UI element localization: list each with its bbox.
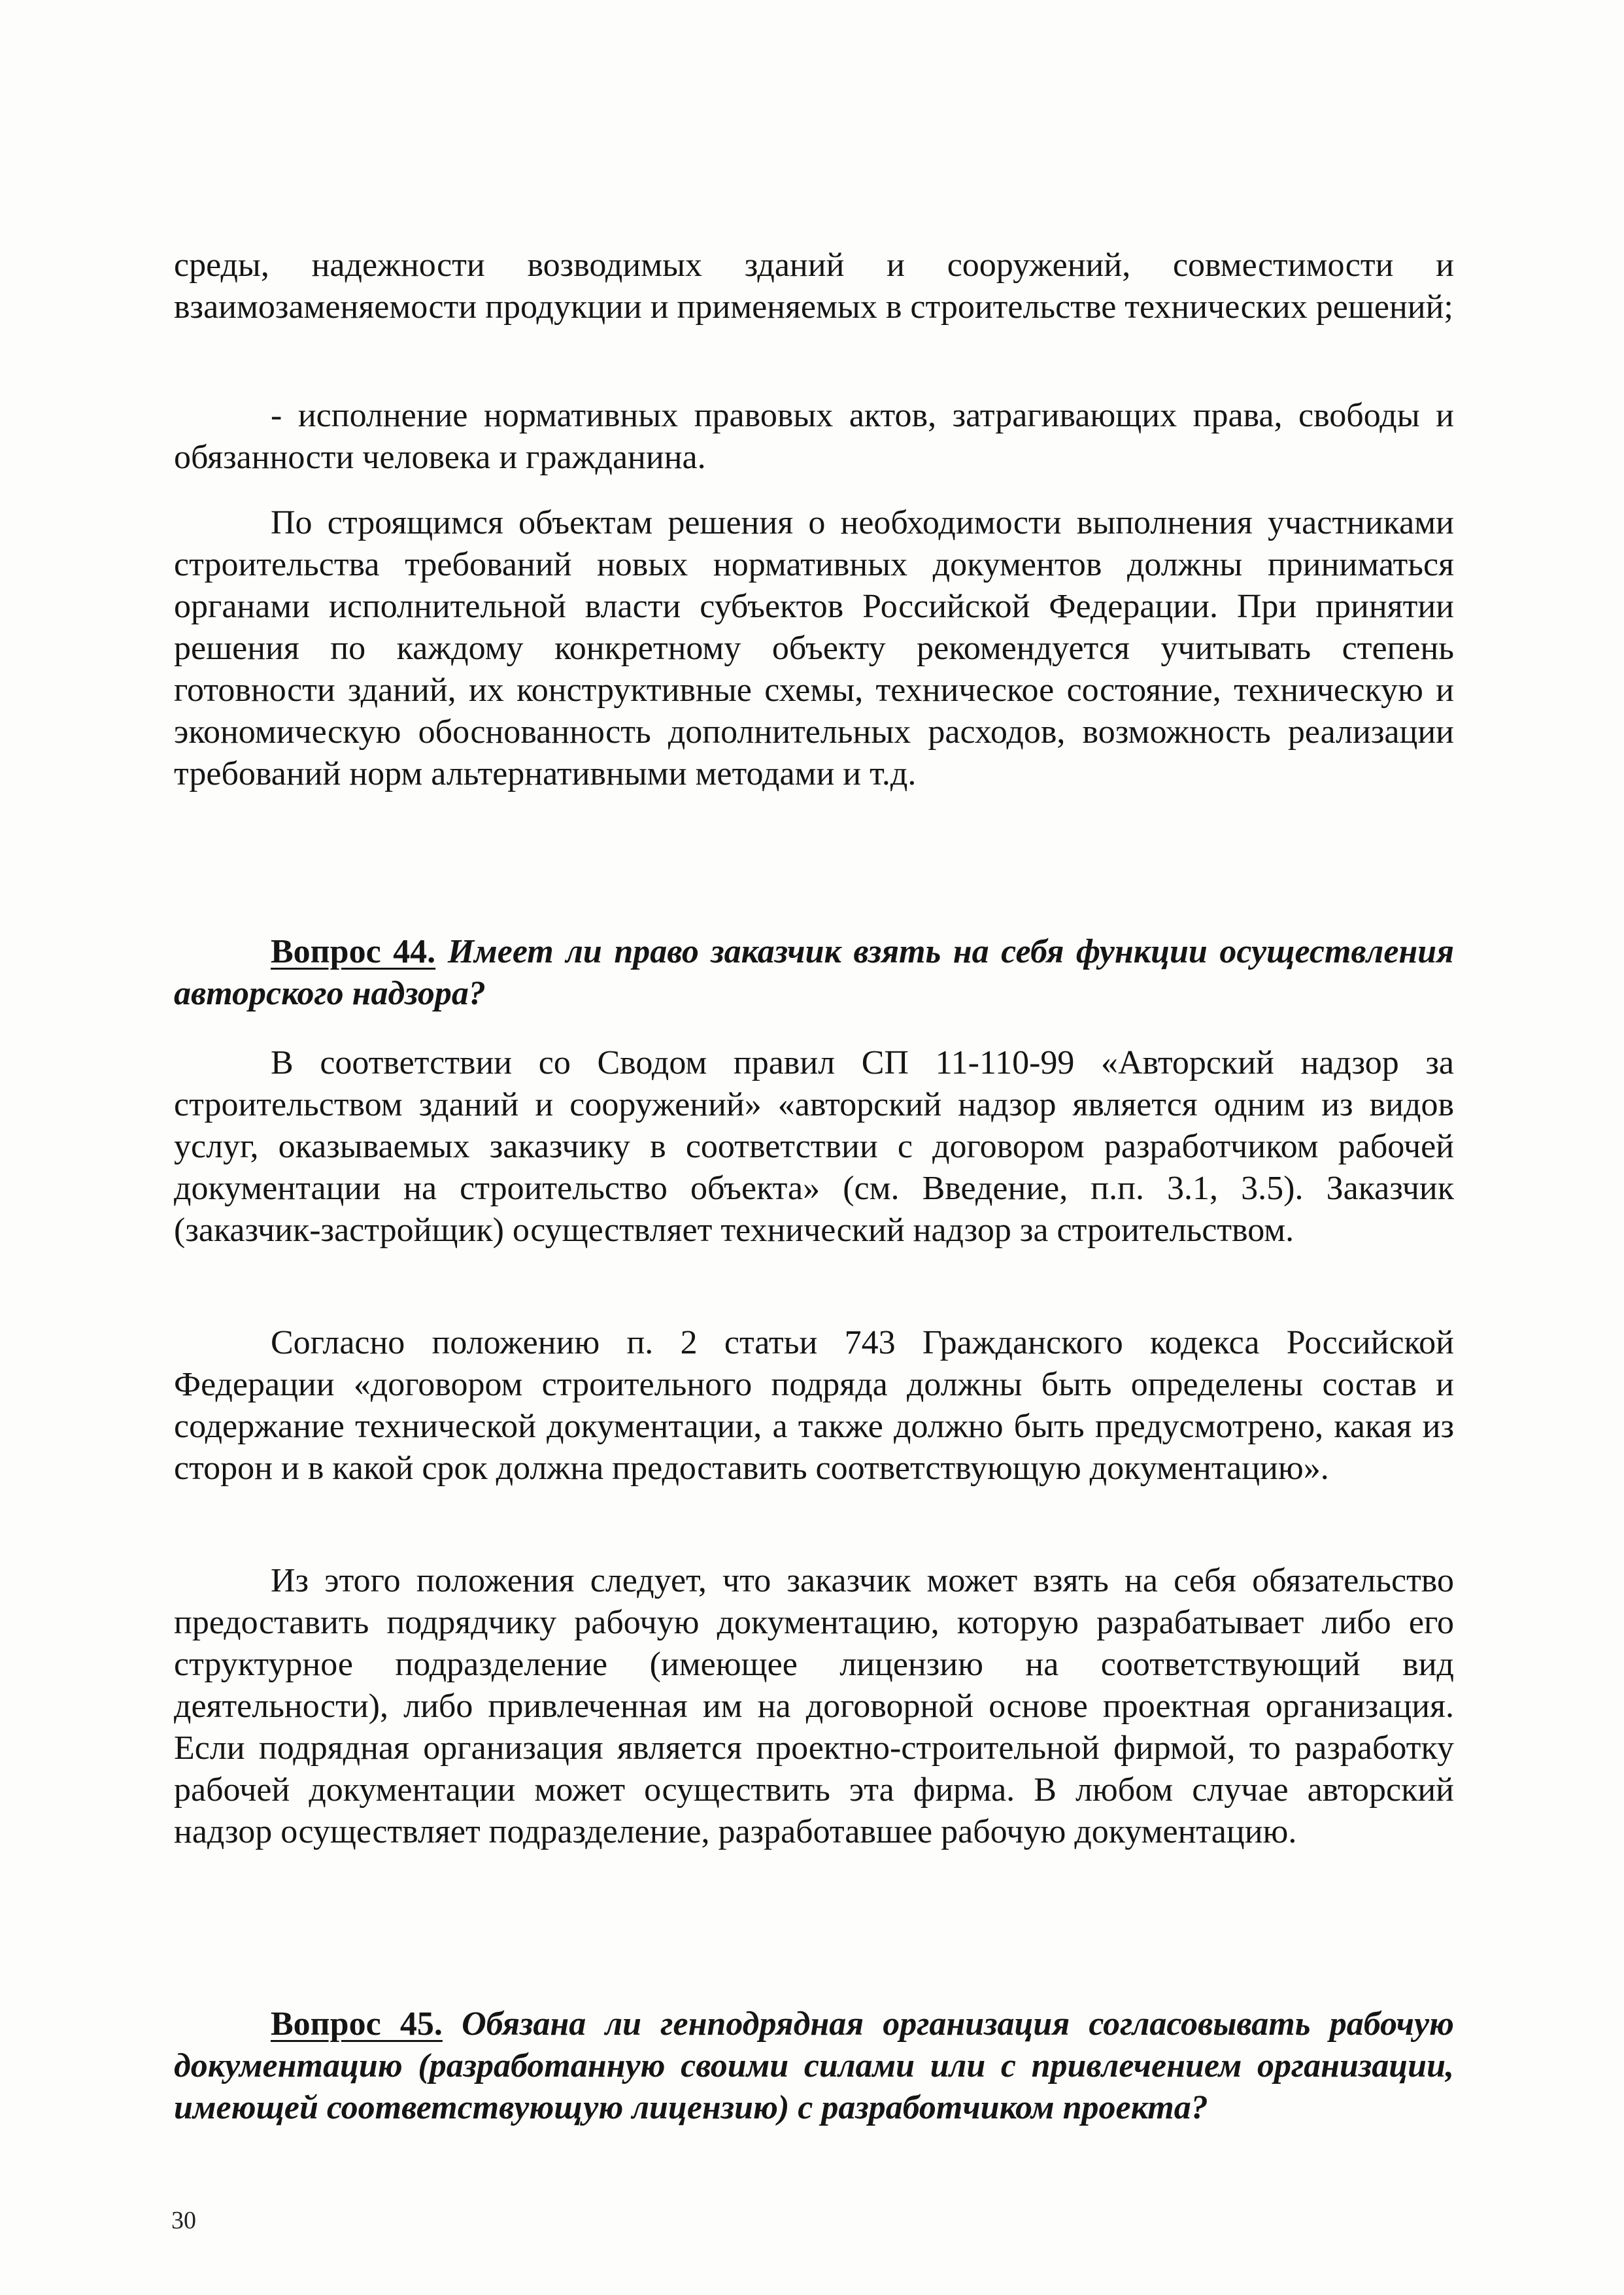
question-text: Обязана ли генподрядная организация согласовывать рабочую документацию (разработанную своими силами или с привлечением организации, имеющей соответствующую лицензию) с разработчиком проекта? [174,2005,1454,2126]
paragraph [174,395,1454,479]
paragraph-text: В соответствии со Сводом правил СП 11-110-99 «Авторский надзор за строительством зданий и сооружений» «авторский надзор является одним из видов услуг, оказываемых заказчику в соответствии с договором разработчиком рабочей документации на строительство объекта» (см. Введение, п.п. 3.1, 3.5). Заказчик (заказчик-застройщик) осуществляет технический надзор за строительством. [174,1044,1454,1249]
paragraph-text: Согласно положению п. 2 статьи 743 Гражданского кодекса Российской Федерации «договором строительного подряда должны быть определены состав и содержание технической документации, а также должно быть предусмотрено, какая из сторон и в какой срок должна предоставить соответствующую документацию». [174,1324,1454,1487]
paragraph [174,1322,1454,1489]
paragraph [174,1042,1454,1251]
question-text: Имеет ли право заказчик взять на себя функции осуществления авторского надзора? [174,933,1454,1012]
paragraph-text: - исполнение нормативных правовых актов, затрагивающих права, свободы и обязанности человека и гражданина. [174,397,1454,476]
paragraph [174,1560,1454,1853]
question-45-heading [174,2003,1454,2129]
paragraph-text: среды, надежности возводимых зданий и сооружений, совместимости и взаимозаменяемости продукции и применяемых в строительстве технических решений; [174,246,1454,326]
question-label: Вопрос 44. [271,933,436,970]
paragraph-text: По строящимся объектам решения о необходимости выполнения участниками строительства требований новых нормативных документов должны приниматься органами исполнительной власти субъектов Российской Федерации. При принятии решения по каждому конкретному объекту рекомендуется учитывать степень готовности зданий, их конструктивные схемы, техническое состояние, техническую и экономическую обоснованность дополнительных расходов, возможность реализации требований норм альтернативными методами и т.д. [174,504,1454,792]
question-44-heading [174,931,1454,1015]
paragraph [174,502,1454,795]
paragraph [174,245,1454,328]
question-label: Вопрос 45. [271,2005,443,2043]
paragraph-text: Из этого положения следует, что заказчик может взять на себя обязательство предоставить подрядчику рабочую документацию, которую разрабатывает либо его структурное подразделение (имеющее лицензию на соответствующий вид деятельности), либо привлеченная им на договорной основе проектная организация. Если подрядная организация является проектно-строительной фирмой, то разработку рабочей документации может осуществить эта фирма. В любом случае авторский надзор осуществляет подразделение, разработавшее рабочую документацию. [174,1562,1454,1850]
page-number: 30 [171,2207,196,2234]
